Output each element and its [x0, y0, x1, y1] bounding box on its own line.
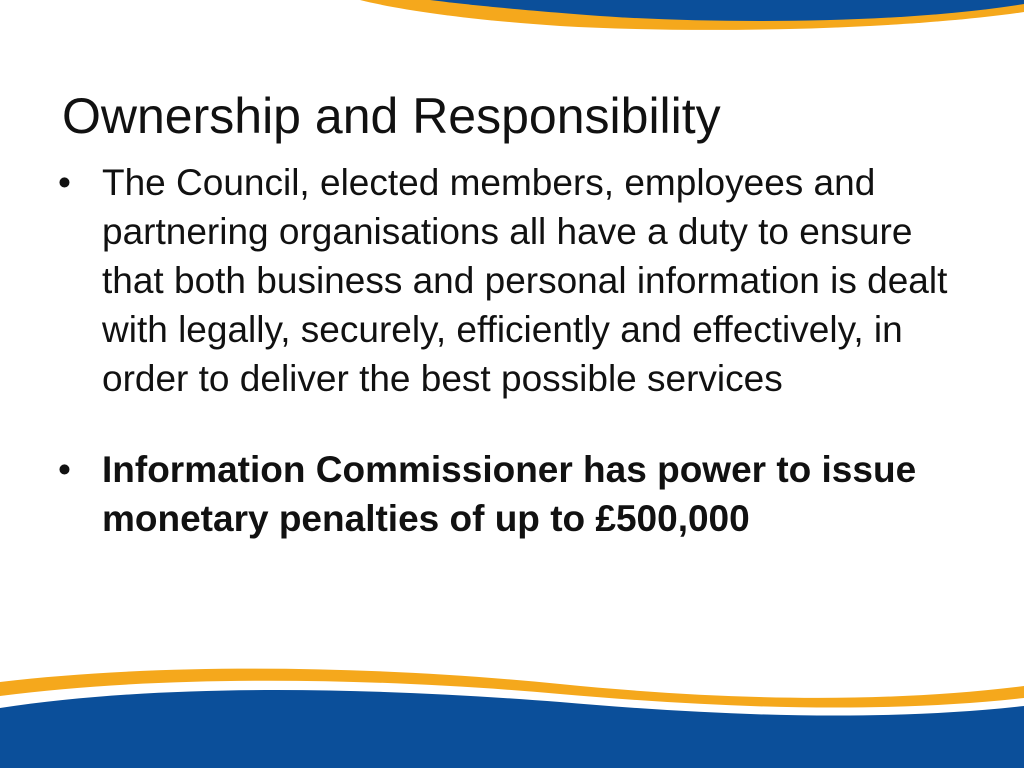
bullet-item-council-duty — [58, 158, 978, 403]
bullet-marker: • — [58, 162, 71, 203]
bullet-item-monetary-penalties — [58, 445, 978, 543]
bullet-text: Information Commissioner has power to issue monetary penalties of up to £500,000 — [102, 449, 917, 539]
slide-title: Ownership and Responsibility — [62, 87, 721, 144]
bullet-text: The Council, elected members, employees and partnering organisations all have a duty to ensure that both business and personal information is dealt with legally, securely, efficiently and effectively, in order to deliver the best possible services — [102, 162, 948, 399]
top-wave-decoration — [0, 0, 1024, 60]
bullet-list — [58, 158, 978, 543]
bullet-marker: • — [58, 449, 71, 490]
bottom-wave-decoration — [0, 660, 1024, 768]
